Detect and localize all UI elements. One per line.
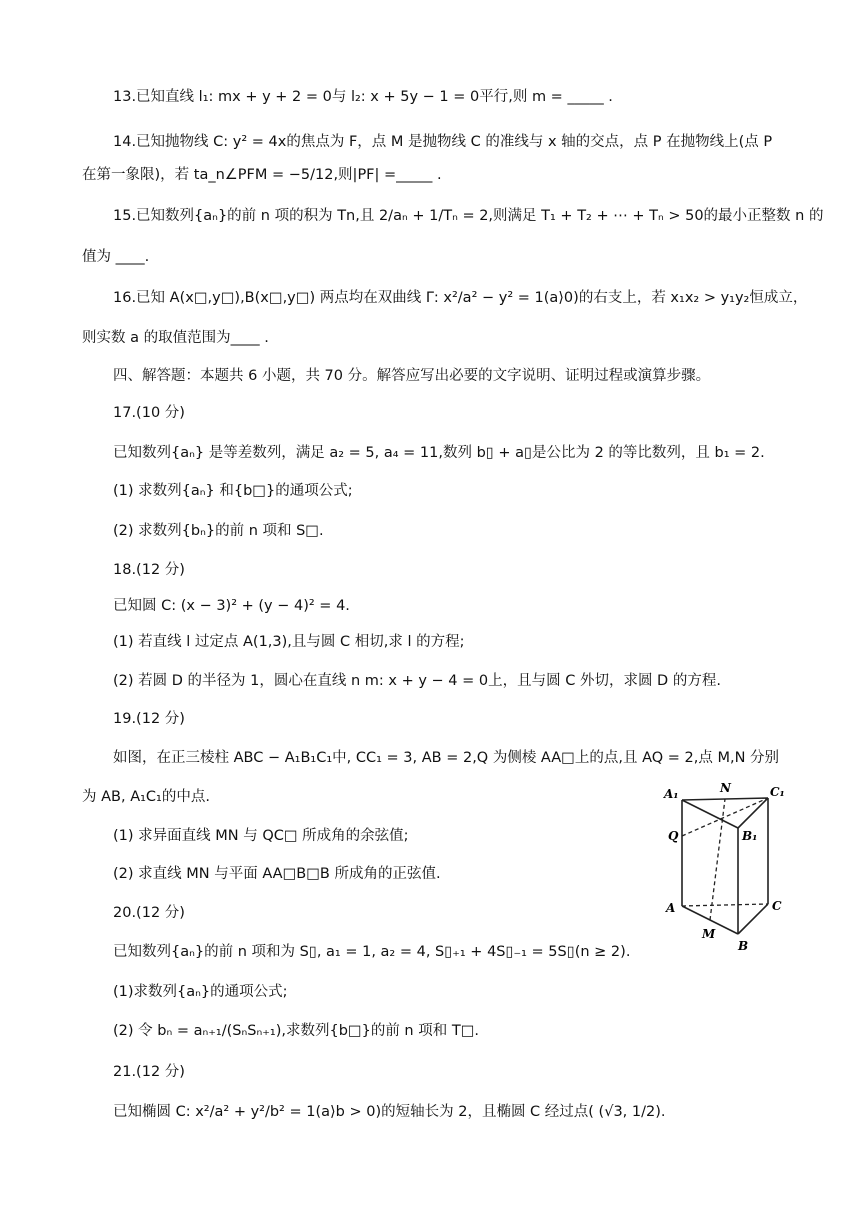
label-b: B (738, 939, 749, 953)
question-14-line-2: 在第一象限)，若 ta_n∠PFM = −5/12,则|PF| =_____ . (82, 167, 442, 183)
question-17-header: 17.(10 分) (113, 405, 185, 421)
label-c: C (772, 899, 782, 913)
question-19-part-1: (1) 求异面直线 MN 与 QC□ 所成角的余弦值; (113, 828, 409, 844)
label-n: N (720, 781, 731, 795)
question-19-stem-line-2: 为 AB, A₁C₁的中点. (82, 789, 210, 805)
question-20-part-1: (1)求数列{aₙ}的通项公式; (113, 984, 288, 1000)
label-q: Q (668, 829, 679, 843)
question-15-line-1: 15.已知数列{aₙ}的前 n 项的积为 Tn,且 2/aₙ + 1/Tₙ = 2,则满足 T₁ + T₂ + ⋯ + Tₙ > 50的最小正整数 n 的 (113, 208, 824, 224)
question-20-part-2: (2) 令 bₙ = aₙ₊₁/(SₙSₙ₊₁),求数列{b□}的前 n 项和 T□. (113, 1023, 480, 1039)
question-19-stem-line-1: 如图，在正三棱柱 ABC − A₁B₁C₁中, CC₁ = 3, AB = 2,Q 为侧棱 AA□上的点,且 AQ = 2,点 M,N 分别 (113, 750, 780, 766)
label-m: M (702, 927, 716, 941)
question-16-line-2: 则实数 a 的取值范围为____ . (82, 330, 269, 346)
question-18-part-2: (2) 若圆 D 的半径为 1，圆心在直线 n m: x + y − 4 = 0上，且与圆 C 外切，求圆 D 的方程. (113, 673, 721, 689)
triangular-prism-diagram (660, 780, 790, 955)
question-21-stem: 已知椭圆 C: x²/a² + y²/b² = 1(a⟩b > 0)的短轴长为 2，且椭圆 C 经过点( (√3, 1/2). (113, 1104, 666, 1120)
question-20-stem: 已知数列{aₙ}的前 n 项和为 S▯, a₁ = 1, a₂ = 4, S▯₊₁ + 4S▯₋₁ = 5S▯(n ≥ 2). (113, 944, 631, 960)
question-18-header: 18.(12 分) (113, 562, 185, 578)
question-18-stem: 已知圆 C: (x − 3)² + (y − 4)² = 4. (113, 598, 350, 614)
label-b1: B₁ (742, 829, 758, 843)
question-20-header: 20.(12 分) (113, 905, 185, 921)
question-16-line-1: 16.已知 A(x□,y□),B(x□,y□) 两点均在双曲线 Γ: x²/a² − y² = 1(a⟩0)的右支上，若 x₁x₂ > y₁y₂恒成立， (113, 290, 808, 306)
label-a: A (666, 901, 676, 915)
section-4-heading: 四、解答题：本题共 6 小题，共 70 分。解答应写出必要的文字说明、证明过程或演算步骤。 (113, 368, 711, 384)
question-15-line-2: 值为 ____. (82, 249, 150, 265)
question-18-part-1: (1) 若直线 l 过定点 A(1,3),且与圆 C 相切,求 l 的方程; (113, 634, 465, 650)
question-14-line-1: 14.已知抛物线 C: y² = 4x的焦点为 F，点 M 是抛物线 C 的准线与 x 轴的交点，点 P 在抛物线上(点 P (113, 134, 773, 150)
question-17-part-2: (2) 求数列{bₙ}的前 n 项和 S□. (113, 523, 324, 539)
question-21-header: 21.(12 分) (113, 1064, 185, 1080)
prism-figure (660, 780, 790, 955)
question-17-part-1: (1) 求数列{aₙ} 和{b□}的通项公式; (113, 483, 353, 499)
question-17-stem: 已知数列{aₙ} 是等差数列，满足 a₂ = 5, a₄ = 11,数列 b▯ + a▯是公比为 2 的等比数列，且 b₁ = 2. (113, 445, 765, 461)
question-13: 13.已知直线 l₁: mx + y + 2 = 0与 l₂: x + 5y − 1 = 0平行,则 m = _____ . (113, 89, 613, 105)
label-c1: C₁ (770, 785, 785, 799)
question-19-header: 19.(12 分) (113, 711, 185, 727)
label-a1: A₁ (664, 787, 679, 801)
question-19-part-2: (2) 求直线 MN 与平面 AA□B□B 所成角的正弦值. (113, 866, 441, 882)
